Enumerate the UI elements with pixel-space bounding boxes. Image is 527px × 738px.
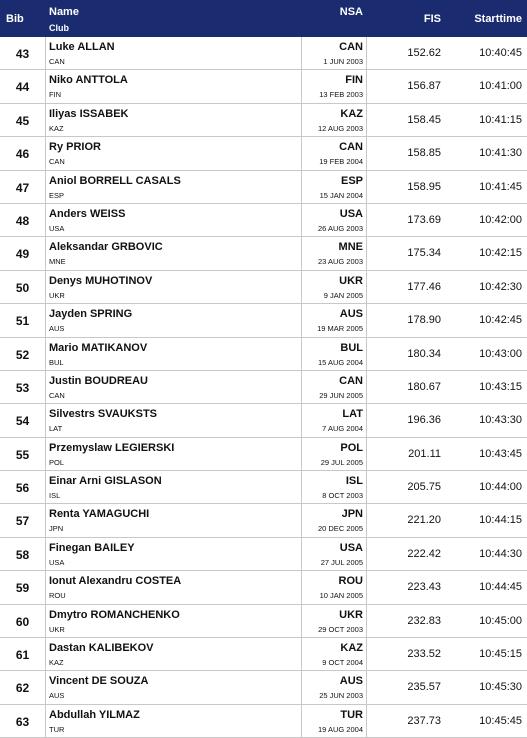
bib-cell: 59	[15, 581, 30, 596]
nsa-code: ISL	[345, 475, 363, 488]
bib-cell: 43	[15, 47, 30, 61]
fis-points: 156.87	[407, 80, 441, 93]
start-time: 10:43:15	[479, 380, 522, 393]
bib-cell: 61	[15, 648, 30, 663]
athlete-name: Anders WEISS	[49, 207, 126, 220]
table-row	[0, 571, 527, 604]
start-time: 10:44:30	[479, 547, 522, 560]
start-time: 10:43:30	[479, 414, 522, 427]
club-code: ESP	[49, 190, 65, 200]
athlete-name: Przemyslaw LEGIERSKI	[49, 441, 175, 454]
nsa-code: CAN	[339, 141, 363, 154]
fis-points: 223.43	[407, 581, 441, 594]
nsa-code: AUS	[339, 308, 363, 321]
nsa-code: MNE	[338, 241, 363, 254]
club-code: CAN	[49, 157, 65, 167]
fis-points: 232.83	[407, 614, 441, 627]
athlete-name: Luke ALLAN	[49, 41, 115, 53]
athlete-name: Niko ANTTOLA	[49, 74, 128, 87]
fis-points: 177.46	[407, 280, 441, 293]
athlete-name: Renta YAMAGUCHI	[49, 508, 150, 521]
header-starttime: Starttime	[474, 13, 522, 25]
bib-cell: 54	[15, 414, 30, 429]
fis-points: 173.69	[407, 213, 441, 226]
fis-points: 201.11	[408, 447, 441, 460]
fis-points: 222.42	[407, 547, 441, 560]
club-code: JPN	[49, 524, 64, 534]
fis-points: 158.85	[407, 147, 441, 160]
birth-date: 23 AUG 2003	[317, 257, 363, 267]
start-time: 10:45:00	[479, 614, 522, 627]
birth-date: 13 FEB 2003	[319, 90, 363, 100]
header-fis: FIS	[423, 13, 441, 25]
birth-date: 1 JUN 2003	[323, 57, 363, 66]
club-code: UKR	[49, 290, 65, 300]
club-code: UKR	[49, 624, 65, 634]
start-time: 10:41:00	[479, 80, 522, 93]
athlete-name: Dmytro ROMANCHENKO	[49, 608, 180, 621]
table-row	[0, 404, 527, 437]
fis-points: 175.34	[407, 247, 441, 260]
start-time: 10:42:15	[479, 247, 522, 260]
table-row	[0, 104, 527, 137]
start-time: 10:42:45	[479, 314, 522, 327]
athlete-name: Justin BOUDREAU	[49, 374, 149, 387]
club-code: KAZ	[49, 123, 64, 133]
nsa-code: UKR	[339, 608, 363, 621]
table-row	[0, 37, 527, 70]
fis-points: 233.52	[407, 648, 441, 661]
start-time: 10:45:15	[479, 648, 522, 661]
nsa-code: KAZ	[340, 642, 363, 655]
bib-cell: 46	[15, 147, 30, 162]
nsa-code: JPN	[341, 508, 363, 521]
athlete-name: Jayden SPRING	[49, 308, 133, 321]
table-row	[0, 705, 527, 738]
bib-cell: 53	[15, 380, 30, 395]
bib-cell: 60	[15, 614, 30, 629]
birth-date: 9 OCT 2004	[322, 658, 363, 668]
athlete-name: Einar Arni GISLASON	[49, 475, 162, 488]
bib-cell: 44	[15, 80, 30, 95]
athlete-name: Aniol BORRELL CASALS	[49, 174, 181, 187]
table-row	[0, 371, 527, 404]
nsa-code: CAN	[339, 41, 363, 53]
nsa-code: ESP	[340, 174, 363, 187]
athlete-name: Finegan BAILEY	[49, 541, 135, 554]
nsa-code: USA	[339, 207, 363, 220]
club-code: CAN	[49, 57, 65, 66]
table-body	[0, 37, 527, 738]
birth-date: 19 MAR 2005	[317, 324, 363, 334]
nsa-code: LAT	[342, 408, 363, 421]
start-time: 10:41:45	[479, 180, 522, 193]
birth-date: 25 JUN 2003	[319, 691, 363, 701]
fis-points: 180.34	[407, 347, 441, 360]
bib-cell: 49	[15, 247, 30, 262]
table-row	[0, 304, 527, 337]
birth-date: 8 OCT 2003	[322, 491, 363, 501]
nsa-code: CAN	[339, 374, 363, 387]
table-row	[0, 137, 527, 170]
athlete-name: Vincent DE SOUZA	[49, 675, 149, 688]
birth-date: 7 AUG 2004	[322, 424, 363, 434]
birth-date: 15 JAN 2004	[319, 190, 363, 200]
table-row	[0, 438, 527, 471]
bib-cell: 63	[15, 714, 30, 729]
birth-date: 27 JUL 2005	[320, 557, 363, 567]
bib-cell: 51	[15, 314, 30, 329]
birth-date: 9 JAN 2005	[323, 290, 363, 300]
nsa-code: POL	[340, 441, 363, 454]
athlete-name: Ionut Alexandru COSTEA	[49, 575, 182, 588]
start-time: 10:43:00	[479, 347, 522, 360]
bib-cell: 50	[15, 280, 30, 295]
nsa-code: KAZ	[340, 107, 363, 120]
start-time: 10:44:45	[479, 581, 522, 594]
table-row	[0, 671, 527, 704]
table-row	[0, 538, 527, 571]
club-code: KAZ	[49, 658, 64, 668]
table-row	[0, 271, 527, 304]
start-time: 10:42:00	[479, 213, 522, 226]
start-time: 10:44:00	[479, 481, 522, 494]
nsa-code: AUS	[339, 675, 363, 688]
bib-cell: 62	[15, 681, 30, 696]
bib-cell: 56	[15, 481, 30, 496]
athlete-name: Dastan KALIBEKOV	[49, 642, 154, 655]
nsa-code: ROU	[338, 575, 363, 588]
fis-points: 180.67	[407, 380, 441, 393]
start-time: 10:44:15	[479, 514, 522, 527]
bib-cell: 52	[15, 347, 30, 362]
table-row	[0, 638, 527, 671]
athlete-name: Silvestrs SVAUKSTS	[49, 408, 158, 421]
birth-date: 19 FEB 2004	[319, 157, 363, 167]
start-time: 10:43:45	[479, 447, 522, 460]
birth-date: 29 JUL 2005	[320, 457, 363, 467]
header-bib: Bib	[6, 13, 24, 25]
nsa-code: TUR	[340, 708, 363, 721]
bib-cell: 48	[15, 213, 30, 228]
header-club: Club	[49, 23, 69, 33]
club-code: POL	[49, 457, 65, 467]
athlete-name: Aleksandar GRBOVIC	[49, 241, 163, 254]
table-row	[0, 471, 527, 504]
bib-cell: 47	[15, 180, 30, 195]
table-row	[0, 605, 527, 638]
athlete-name: Mario MATIKANOV	[49, 341, 148, 354]
birth-date: 29 JUN 2005	[319, 390, 363, 400]
athlete-name: Ry PRIOR	[49, 141, 101, 154]
fis-points: 237.73	[407, 714, 441, 727]
club-code: LAT	[49, 424, 63, 434]
fis-points: 235.57	[407, 681, 441, 694]
club-code: AUS	[49, 691, 65, 701]
club-code: BUL	[49, 357, 64, 367]
birth-date: 10 JAN 2005	[319, 591, 363, 601]
table-row	[0, 70, 527, 103]
fis-points: 158.95	[407, 180, 441, 193]
fis-points: 205.75	[407, 481, 441, 494]
club-code: USA	[49, 223, 65, 233]
fis-points: 178.90	[407, 314, 441, 327]
table-row	[0, 338, 527, 371]
start-time: 10:42:30	[479, 280, 522, 293]
club-code: MNE	[49, 257, 66, 267]
club-code: AUS	[49, 324, 65, 334]
athlete-name: Denys MUHOTINOV	[49, 274, 153, 287]
club-code: FIN	[49, 90, 62, 100]
table-row	[0, 171, 527, 204]
athlete-name: Abdullah YILMAZ	[49, 708, 140, 721]
birth-date: 29 OCT 2003	[318, 624, 363, 634]
header-name: Name	[49, 6, 79, 18]
table-row	[0, 504, 527, 537]
bib-cell: 57	[15, 514, 30, 529]
fis-points: 152.62	[407, 47, 441, 59]
start-time: 10:41:15	[479, 113, 522, 126]
nsa-code: BUL	[340, 341, 363, 354]
club-code: USA	[49, 557, 65, 567]
start-time: 10:45:45	[479, 714, 522, 727]
nsa-code: FIN	[345, 74, 363, 87]
bib-cell: 58	[15, 547, 30, 562]
table-row	[0, 237, 527, 270]
fis-points: 221.20	[407, 514, 441, 527]
club-code: TUR	[49, 724, 65, 734]
birth-date: 26 AUG 2003	[317, 223, 363, 233]
nsa-code: UKR	[339, 274, 363, 287]
birth-date: 20 DEC 2005	[317, 524, 363, 534]
bib-cell: 55	[15, 447, 30, 462]
birth-date: 19 AUG 2004	[317, 724, 363, 734]
club-code: CAN	[49, 390, 65, 400]
header-nsa: NSA	[339, 6, 363, 18]
table-header	[0, 0, 527, 37]
athlete-name: Iliyas ISSABEK	[49, 107, 129, 120]
club-code: ROU	[49, 591, 66, 601]
table-row	[0, 204, 527, 237]
club-code: ISL	[49, 491, 61, 501]
start-time: 10:45:30	[479, 681, 522, 694]
bib-cell: 45	[15, 113, 30, 128]
nsa-code: USA	[339, 541, 363, 554]
birth-date: 12 AUG 2003	[317, 123, 363, 133]
fis-points: 158.45	[407, 113, 441, 126]
start-time: 10:40:45	[479, 47, 522, 59]
birth-date: 15 AUG 2004	[317, 357, 363, 367]
start-time: 10:41:30	[479, 147, 522, 160]
fis-points: 196.36	[407, 414, 441, 427]
